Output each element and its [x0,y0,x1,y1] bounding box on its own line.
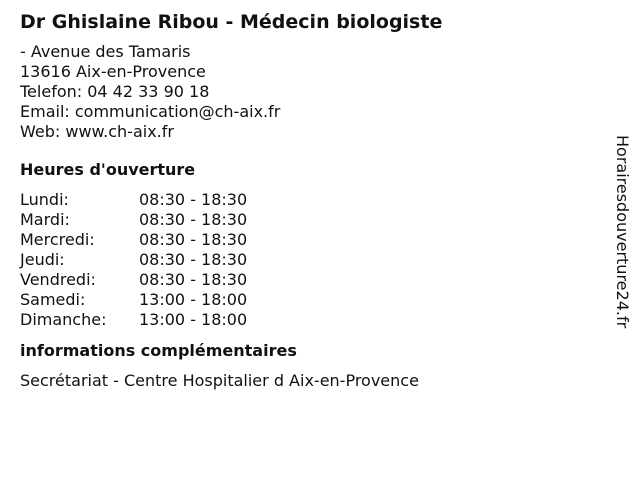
hours-row [20,310,590,330]
day-label: Vendredi: [20,270,96,289]
address-block [20,42,590,142]
hours-row [20,210,590,230]
time-range: 08:30 - 18:30 [139,190,248,209]
info-card [20,10,590,391]
day-label: Jeudi: [20,250,65,269]
hours-row [20,270,590,290]
hours-row [20,230,590,250]
page-title: Dr Ghislaine Ribou - Médecin biologiste [20,11,443,33]
email-line: Email: communication@ch-aix.fr [20,102,281,121]
time-range: 08:30 - 18:30 [139,250,248,269]
hours-row [20,190,590,210]
opening-hours-list [20,190,590,330]
web-line: Web: www.ch-aix.fr [20,122,174,141]
street-address: - Avenue des Tamaris [20,42,191,61]
time-range: 13:00 - 18:00 [139,290,248,309]
phone-line: Telefon: 04 42 33 90 18 [20,82,210,101]
hours-row [20,250,590,270]
time-range: 08:30 - 18:30 [139,270,248,289]
day-label: Lundi: [20,190,69,209]
day-label: Mercredi: [20,230,95,249]
day-label: Dimanche: [20,310,107,329]
time-range: 08:30 - 18:30 [139,210,248,229]
hours-row [20,290,590,310]
additional-info-text: Secrétariat - Centre Hospitalier d Aix-en-Provence [20,371,419,390]
day-label: Mardi: [20,210,70,229]
additional-info-heading: informations complémentaires [20,341,297,360]
time-range: 08:30 - 18:30 [139,230,248,249]
opening-hours-heading: Heures d'ouverture [20,160,196,179]
day-label: Samedi: [20,290,86,309]
time-range: 13:00 - 18:00 [139,310,248,329]
city-line: 13616 Aix-en-Provence [20,62,206,81]
site-watermark: Horairesdouverture24.fr [613,135,632,329]
